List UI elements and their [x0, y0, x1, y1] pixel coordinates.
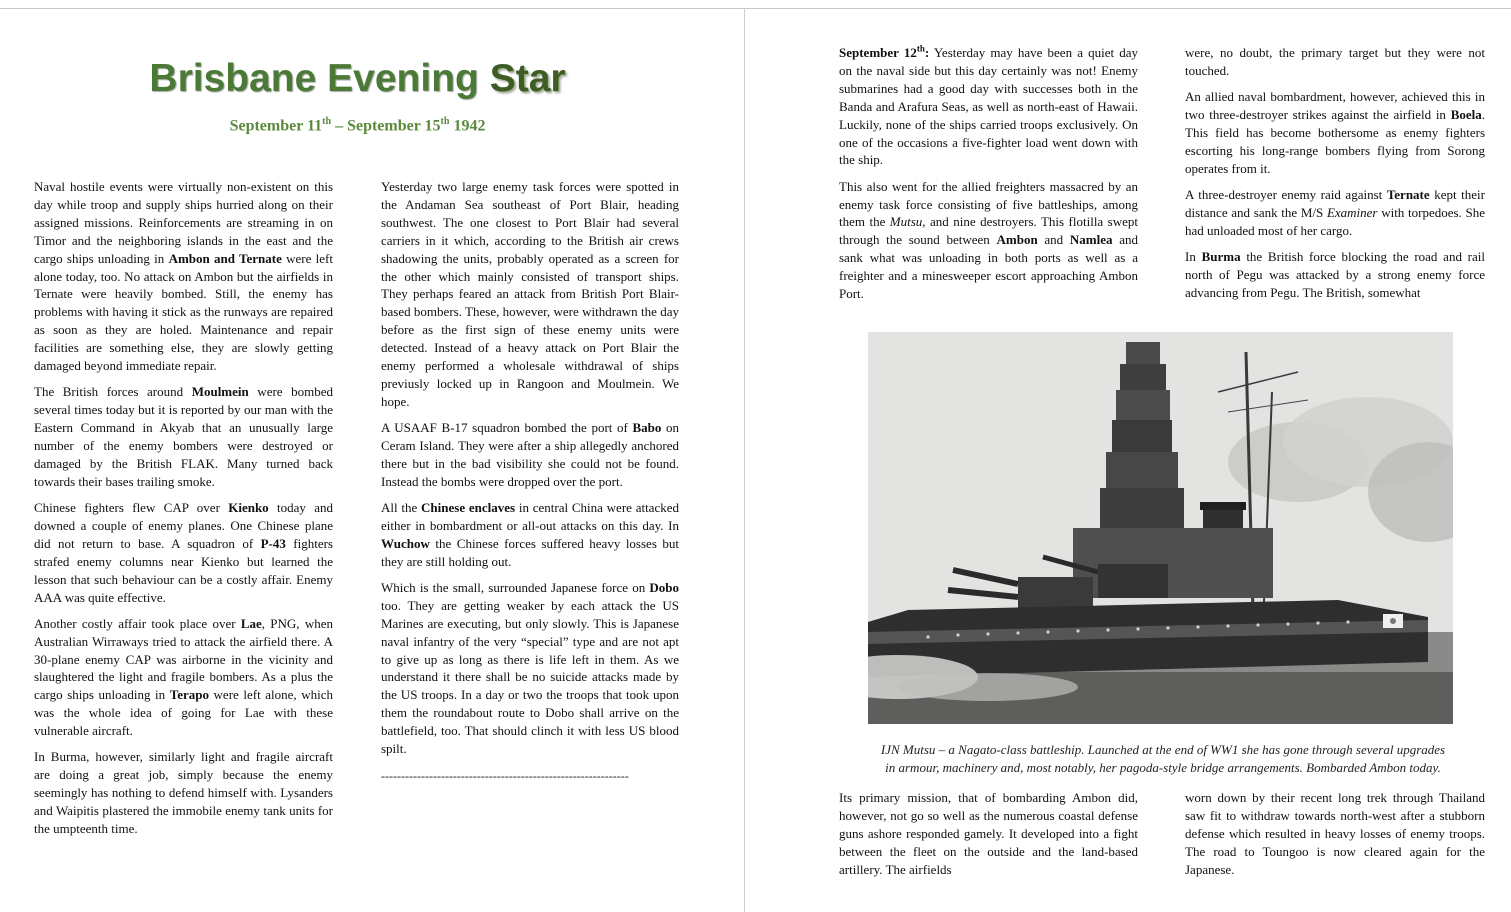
caption-line-1: IJN Mutsu – a Nagato-class battleship. Launched at the end of WW1 she has gone through several upgrades	[880, 742, 1446, 757]
dateline-start-suffix: th	[322, 116, 332, 127]
article-paragraph: The British forces around Moulmein were bombed several times today but it is reported by our man with the Eastern Command in Akyab that an unusually large number of the enemy bombers were destroyed or damaged by the British FLAK. Many turned back towards their bases trailing smoke.	[34, 384, 333, 489]
article-column-6	[1185, 789, 1485, 887]
caption-line-2: in armour, machinery and, most notably, her pagoda-style bridge arrangements. Bombarded Ambon today.	[885, 760, 1441, 775]
article-paragraph: worn down by their recent long trek through Thailand saw fit to withdraw towards north-west after a stubborn defense which resulted in heavy losses of enemy troops. The road to Toungoo is now cleared again for the Japanese.	[1185, 790, 1485, 877]
issue-dateline	[130, 116, 585, 135]
article-paragraph: In Burma, however, similarly light and fragile aircraft are doing a great job, simply because the enemy seemingly has nothing to defend himself with. Lysanders and Waipitis plastered the immobile enemy tank units for the umpteenth time.	[34, 749, 333, 836]
masthead-title-main: Brisbane Evening	[149, 57, 490, 100]
dateline-start: September 11	[229, 117, 323, 135]
dateline-end: – September 15	[331, 117, 441, 135]
article-paragraph: Which is the small, surrounded Japanese force on Dobo too. They are getting weaker by each attack the US Marines are executing, but only slowly. This is Japanese naval infantry of the very “special” type and are not apt to give up as long as there is life left in them. As we understand it there shall be no suicide attacks made by the US troops. In a day or two the troops that took upon them the roundabout route to Dobo shall arrive on the battlefield, too. That should clinch it with less US blood spilt.	[381, 579, 679, 757]
article-paragraph: Yesterday two large enemy task forces were spotted in the Andaman Sea southeast of Port Blair, heading southwest. The one closest to Port Blair had several carriers in it which, according to the British air crews shadowing the units, probably operated as a screen for the other which mainly consisted of transport ships. They perhaps feared an attack from British Port Blair-based bombers. These, however, were withdrawn the day before as the first sign of these enemy units were detected. Instead of a heavy attack on Port Blair the enemy performed a wholesale withdrawal of ships previusly locked up in Rangoon and Moulmein. We hope.	[381, 179, 679, 409]
article-paragraph: Naval hostile events were virtually non-existent on this day while troop and supply ships hurried along on their assigned missions. Reinforcements are streaming in on Timor and the neighboring islands in the east and the cargo ships unloading in Ambon and Ternate were left alone today, too. No attack on Ambon but the airfields in Ternate were heavily bombed. Still, the enemy has problems with having it stick as the runways are repaired as soon as they are holed. Maintenance and repair facilities are something else, they are slowly getting damaged beyond immediate repair.	[34, 179, 333, 374]
article-paragraph: September 12th: Yesterday may have been a quiet day on the naval side but this day certainly was not! Enemy submarines had a good day with successes both in the Banda and Arafura Seas, as well as north-east of Hawaii. Luckily, none of the ships carried troops exclusively. On one of the occasions a five-fighter load went down with the ship.	[839, 43, 1138, 168]
dateline-end-suffix: th	[440, 116, 450, 127]
article-column-2	[381, 178, 679, 786]
article-column-4	[1185, 44, 1485, 310]
top-border-line	[0, 8, 1511, 9]
article-end-rule: --------------------------------------------------------------	[381, 768, 629, 783]
article-paragraph: A USAAF B-17 squadron bombed the port of Babo on Ceram Island. They were after a ship allegedly anchored there but in the bad visibility she could not be found. Instead the bombs were dropped over the port.	[381, 420, 679, 489]
article-paragraph: were, no doubt, the primary target but they were not touched.	[1185, 45, 1485, 78]
dateline-year: 1942	[449, 117, 486, 135]
newspaper-masthead	[120, 56, 595, 102]
article-column-1	[34, 178, 333, 846]
article-paragraph: Another costly affair took place over Lae, PNG, when Australian Wirraways tried to attack the airfield there. A 30-plane enemy CAP was airborne in the vicinity and slaughtered the light and fragile bombers. As a plus the cargo ships unloading in Terapo were left alone, which was the whole idea of going for Lae with these vulnerable aircraft.	[34, 615, 333, 739]
article-paragraph: A three-destroyer enemy raid against Ternate kept their distance and sank the M/S Examiner with torpedoes. She had unloaded most of her cargo.	[1185, 186, 1485, 238]
battleship-illustration	[868, 332, 1453, 724]
article-paragraph: Its primary mission, that of bombarding Ambon did, however, not go so well as the numerous coastal defense guns ashore responded gamely. It developed into a fight between the fleet on the outside and the land-based artillery. The airfields	[839, 790, 1138, 877]
article-paragraph: Chinese fighters flew CAP over Kienko today and downed a couple of enemy planes. One Chinese plane did not return to base. A squadron of P-43 fighters strafed enemy columns near Kienko but learned the lesson that such behaviour can be a costly affair. Enemy AAA was quite effective.	[34, 500, 333, 605]
photo-caption	[843, 741, 1483, 777]
masthead-title-star: Star	[489, 57, 566, 100]
battleship-photo	[868, 332, 1453, 724]
article-column-3	[839, 44, 1138, 311]
article-column-5	[839, 789, 1138, 887]
article-paragraph: All the Chinese enclaves in central China were attacked either in bombardment or all-out attacks on this day. In Wuchow the Chinese forces suffered heavy losses but they are still holding out.	[381, 500, 679, 569]
page-divider	[744, 8, 745, 912]
article-paragraph: In Burma the British force blocking the road and rail north of Pegu was attacked by a strong enemy force advancing from Pegu. The British, somewhat	[1185, 248, 1485, 300]
article-paragraph: An allied naval bombardment, however, achieved this in two three-destroyer strikes against the airfield in Boela. This field has become bothersome as enemy fighters escorting his long-range bombers flying from Sorong operates from it.	[1185, 89, 1485, 176]
article-paragraph: This also went for the allied freighters massacred by an enemy task force consisting of five battleships, among them the Mutsu, and nine destroyers. This flotilla swept through the sound between Ambon and Namlea and sank what was unloading in both ports as well as a freighter and a minesweeper escort approaching Ambon Port.	[839, 178, 1138, 302]
